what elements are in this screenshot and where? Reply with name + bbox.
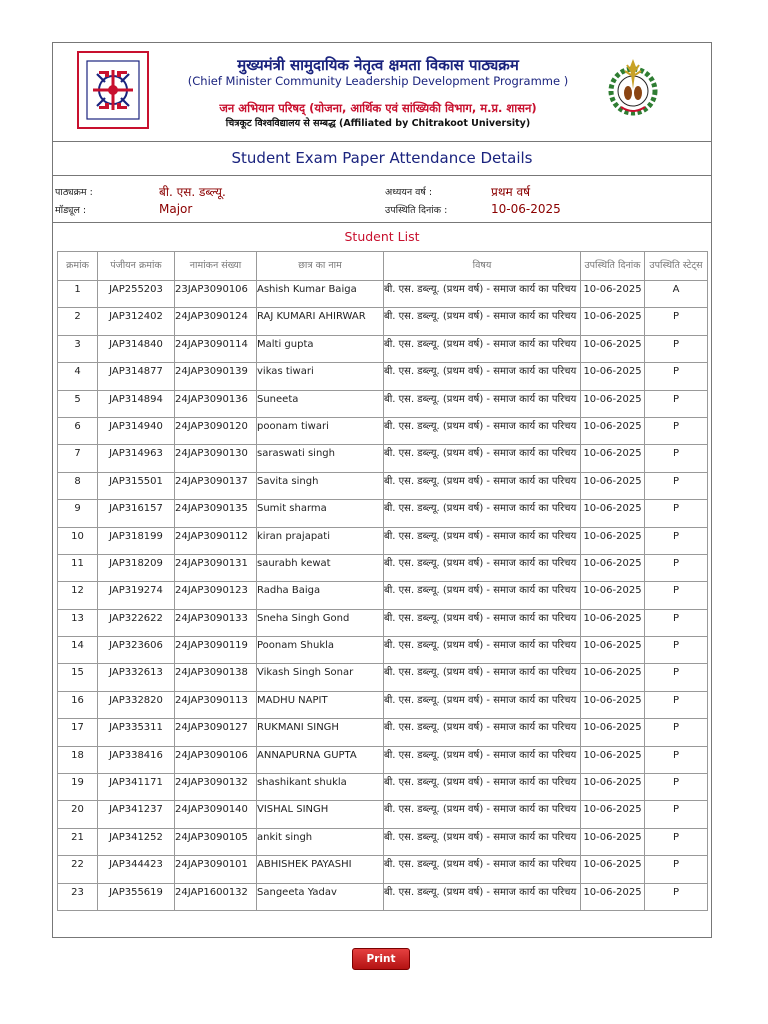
table-row — [58, 609, 708, 636]
status-cell: P — [645, 472, 708, 499]
student-name-cell: ankit singh — [257, 828, 384, 855]
registration-cell: JAP355619 — [98, 883, 175, 910]
table-row — [58, 472, 708, 499]
table-row — [58, 801, 708, 828]
enrollment-cell: 24JAP3090131 — [175, 554, 257, 581]
enrollment-cell: 24JAP3090106 — [175, 746, 257, 773]
course-info — [53, 175, 711, 223]
enrollment-cell: 24JAP3090130 — [175, 445, 257, 472]
student-list-heading: Student List — [344, 229, 420, 244]
attendance-date-label: उपस्थिति दिनांक : — [385, 205, 448, 216]
header-enrollment: नामांकन संख्या — [175, 252, 257, 281]
status-cell: P — [645, 554, 708, 581]
registration-cell: JAP341237 — [98, 801, 175, 828]
enrollment-cell: 24JAP3090112 — [175, 527, 257, 554]
status-cell: P — [645, 856, 708, 883]
registration-cell: JAP332820 — [98, 691, 175, 718]
serial-cell: 7 — [58, 445, 98, 472]
subject-cell: बी. एस. डब्ल्यू. (प्रथम वर्ष) - समाज कार्य का परिचय — [384, 582, 581, 609]
registration-cell: JAP318209 — [98, 554, 175, 581]
attendance-date-cell: 10-06-2025 — [581, 664, 645, 691]
table-row — [58, 719, 708, 746]
table-row — [58, 691, 708, 718]
table-row — [58, 774, 708, 801]
status-cell: P — [645, 445, 708, 472]
student-name-cell: saurabh kewat — [257, 554, 384, 581]
enrollment-cell: 24JAP3090127 — [175, 719, 257, 746]
enrollment-cell: 24JAP3090133 — [175, 609, 257, 636]
registration-cell: JAP319274 — [98, 582, 175, 609]
status-cell: P — [645, 637, 708, 664]
header-subject: विषय — [384, 252, 581, 281]
table-row — [58, 308, 708, 335]
status-cell: P — [645, 883, 708, 910]
enrollment-cell: 24JAP3090135 — [175, 500, 257, 527]
serial-cell: 18 — [58, 746, 98, 773]
page-title: Student Exam Paper Attendance Details — [231, 149, 533, 167]
year-label: अध्ययन वर्ष : — [385, 187, 433, 198]
registration-cell: JAP318199 — [98, 527, 175, 554]
subject-cell: बी. एस. डब्ल्यू. (प्रथम वर्ष) - समाज कार्य का परिचय — [384, 746, 581, 773]
table-row — [58, 527, 708, 554]
registration-cell: JAP315501 — [98, 472, 175, 499]
table-row — [58, 828, 708, 855]
programme-title-english: (Chief Minister Community Leadership Development Programme ) — [187, 74, 569, 88]
registration-cell: JAP322622 — [98, 609, 175, 636]
subject-cell: बी. एस. डब्ल्यू. (प्रथम वर्ष) - समाज कार्य का परिचय — [384, 883, 581, 910]
table-row — [58, 335, 708, 362]
serial-cell: 6 — [58, 417, 98, 444]
serial-cell: 1 — [58, 281, 98, 308]
enrollment-cell: 24JAP3090132 — [175, 774, 257, 801]
subject-cell: बी. एस. डब्ल्यू. (प्रथम वर्ष) - समाज कार्य का परिचय — [384, 856, 581, 883]
attendance-date-value: 10-06-2025 — [491, 202, 561, 216]
subject-cell: बी. एस. डब्ल्यू. (प्रथम वर्ष) - समाज कार्य का परिचय — [384, 390, 581, 417]
student-name-cell: Malti gupta — [257, 335, 384, 362]
attendance-date-cell: 10-06-2025 — [581, 472, 645, 499]
print-button[interactable]: Print — [352, 948, 410, 970]
subject-cell: बी. एस. डब्ल्यू. (प्रथम वर्ष) - समाज कार्य का परिचय — [384, 445, 581, 472]
year-value: प्रथम वर्ष — [491, 185, 531, 199]
table-row — [58, 856, 708, 883]
serial-cell: 8 — [58, 472, 98, 499]
serial-cell: 4 — [58, 363, 98, 390]
enrollment-cell: 24JAP3090139 — [175, 363, 257, 390]
student-name-cell: saraswati singh — [257, 445, 384, 472]
parishad-line: जन अभियान परिषद् (योजना, आर्थिक एवं सांख्यिकी विभाग, म.प्र. शासन) — [219, 101, 537, 115]
serial-cell: 23 — [58, 883, 98, 910]
registration-cell: JAP335311 — [98, 719, 175, 746]
status-cell: P — [645, 746, 708, 773]
attendance-date-cell: 10-06-2025 — [581, 828, 645, 855]
subject-cell: बी. एस. डब्ल्यू. (प्रथम वर्ष) - समाज कार्य का परिचय — [384, 691, 581, 718]
table-row — [58, 363, 708, 390]
status-cell: P — [645, 609, 708, 636]
student-name-cell: vikas tiwari — [257, 363, 384, 390]
attendance-date-cell: 10-06-2025 — [581, 719, 645, 746]
serial-cell: 2 — [58, 308, 98, 335]
serial-cell: 14 — [58, 637, 98, 664]
status-cell: P — [645, 335, 708, 362]
registration-cell: JAP323606 — [98, 637, 175, 664]
attendance-date-cell: 10-06-2025 — [581, 746, 645, 773]
serial-cell: 10 — [58, 527, 98, 554]
subject-cell: बी. एस. डब्ल्यू. (प्रथम वर्ष) - समाज कार्य का परिचय — [384, 281, 581, 308]
subject-cell: बी. एस. डब्ल्यू. (प्रथम वर्ष) - समाज कार्य का परिचय — [384, 801, 581, 828]
attendance-date-cell: 10-06-2025 — [581, 445, 645, 472]
registration-cell: JAP332613 — [98, 664, 175, 691]
attendance-date-cell: 10-06-2025 — [581, 582, 645, 609]
subject-cell: बी. एस. डब्ल्यू. (प्रथम वर्ष) - समाज कार्य का परिचय — [384, 527, 581, 554]
status-cell: P — [645, 828, 708, 855]
subject-cell: बी. एस. डब्ल्यू. (प्रथम वर्ष) - समाज कार्य का परिचय — [384, 335, 581, 362]
attendance-date-cell: 10-06-2025 — [581, 637, 645, 664]
table-header-row — [58, 252, 708, 281]
enrollment-cell: 24JAP3090120 — [175, 417, 257, 444]
attendance-date-cell: 10-06-2025 — [581, 856, 645, 883]
subject-cell: बी. एस. डब्ल्यू. (प्रथम वर्ष) - समाज कार्य का परिचय — [384, 500, 581, 527]
registration-cell: JAP338416 — [98, 746, 175, 773]
enrollment-cell: 24JAP3090114 — [175, 335, 257, 362]
enrollment-cell: 24JAP3090101 — [175, 856, 257, 883]
student-name-cell: VISHAL SINGH — [257, 801, 384, 828]
header-serial: क्रमांक — [58, 252, 98, 281]
course-label: पाठ्यक्रम : — [55, 187, 93, 198]
attendance-date-cell: 10-06-2025 — [581, 363, 645, 390]
course-value: बी. एस. डब्ल्यू. — [159, 185, 226, 199]
status-cell: P — [645, 390, 708, 417]
table-row — [58, 281, 708, 308]
serial-cell: 9 — [58, 500, 98, 527]
programme-title-hindi: मुख्यमंत्री सामुदायिक नेतृत्व क्षमता विकास पाठ्यक्रम — [237, 56, 519, 74]
status-cell: P — [645, 691, 708, 718]
attendance-date-cell: 10-06-2025 — [581, 390, 645, 417]
enrollment-cell: 24JAP1600132 — [175, 883, 257, 910]
attendance-date-cell: 10-06-2025 — [581, 281, 645, 308]
status-cell: P — [645, 417, 708, 444]
attendance-date-cell: 10-06-2025 — [581, 335, 645, 362]
serial-cell: 12 — [58, 582, 98, 609]
serial-cell: 17 — [58, 719, 98, 746]
header-attendance-date: उपस्थिति दिनांक — [581, 252, 645, 281]
enrollment-cell: 24JAP3090113 — [175, 691, 257, 718]
serial-cell: 22 — [58, 856, 98, 883]
student-name-cell: RAJ KUMARI AHIRWAR — [257, 308, 384, 335]
subject-cell: बी. एस. डब्ल्यू. (प्रथम वर्ष) - समाज कार्य का परिचय — [384, 417, 581, 444]
attendance-date-cell: 10-06-2025 — [581, 774, 645, 801]
header-attendance-status: उपस्थिति स्टेट्स — [645, 252, 708, 281]
status-cell: P — [645, 664, 708, 691]
registration-cell: JAP312402 — [98, 308, 175, 335]
attendance-date-cell: 10-06-2025 — [581, 527, 645, 554]
student-name-cell: Sumit sharma — [257, 500, 384, 527]
enrollment-cell: 24JAP3090105 — [175, 828, 257, 855]
subject-cell: बी. एस. डब्ल्यू. (प्रथम वर्ष) - समाज कार्य का परिचय — [384, 719, 581, 746]
enrollment-cell: 24JAP3090140 — [175, 801, 257, 828]
enrollment-cell: 24JAP3090136 — [175, 390, 257, 417]
table-row — [58, 664, 708, 691]
attendance-date-cell: 10-06-2025 — [581, 609, 645, 636]
university-emblem-icon — [603, 55, 663, 121]
status-cell: P — [645, 500, 708, 527]
status-cell: P — [645, 582, 708, 609]
serial-cell: 21 — [58, 828, 98, 855]
registration-cell: JAP341252 — [98, 828, 175, 855]
attendance-date-cell: 10-06-2025 — [581, 417, 645, 444]
student-name-cell: ANNAPURNA GUPTA — [257, 746, 384, 773]
table-row — [58, 582, 708, 609]
registration-cell: JAP314840 — [98, 335, 175, 362]
affiliation-line: चित्रकूट विश्वविद्यालय से सम्बद्ध (Affiliated by Chitrakoot University) — [225, 118, 531, 129]
attendance-sheet — [52, 42, 712, 938]
attendance-date-cell: 10-06-2025 — [581, 308, 645, 335]
attendance-date-cell: 10-06-2025 — [581, 554, 645, 581]
serial-cell: 20 — [58, 801, 98, 828]
attendance-date-cell: 10-06-2025 — [581, 801, 645, 828]
subject-cell: बी. एस. डब्ल्यू. (प्रथम वर्ष) - समाज कार्य का परिचय — [384, 609, 581, 636]
registration-cell: JAP314963 — [98, 445, 175, 472]
subject-cell: बी. एस. डब्ल्यू. (प्रथम वर्ष) - समाज कार्य का परिचय — [384, 363, 581, 390]
student-name-cell: shashikant shukla — [257, 774, 384, 801]
header-registration: पंजीयन क्रमांक — [98, 252, 175, 281]
subject-cell: बी. एस. डब्ल्यू. (प्रथम वर्ष) - समाज कार्य का परिचय — [384, 554, 581, 581]
status-cell: A — [645, 281, 708, 308]
attendance-date-cell: 10-06-2025 — [581, 883, 645, 910]
registration-cell: JAP314877 — [98, 363, 175, 390]
header — [53, 43, 711, 142]
table-row — [58, 554, 708, 581]
chitrakoot-university-logo — [603, 55, 663, 121]
jan-abhiyan-emblem-icon — [79, 53, 147, 127]
serial-cell: 15 — [58, 664, 98, 691]
student-name-cell: poonam tiwari — [257, 417, 384, 444]
table-row — [58, 445, 708, 472]
subject-cell: बी. एस. डब्ल्यू. (प्रथम वर्ष) - समाज कार्य का परिचय — [384, 472, 581, 499]
registration-cell: JAP255203 — [98, 281, 175, 308]
attendance-date-cell: 10-06-2025 — [581, 500, 645, 527]
serial-cell: 13 — [58, 609, 98, 636]
module-label: मॉड्यूल : — [55, 205, 87, 216]
table-row — [58, 500, 708, 527]
registration-cell: JAP344423 — [98, 856, 175, 883]
table-row — [58, 417, 708, 444]
student-name-cell: Radha Baiga — [257, 582, 384, 609]
student-name-cell: ABHISHEK PAYASHI — [257, 856, 384, 883]
header-student-name: छात्र का नाम — [257, 252, 384, 281]
student-name-cell: MADHU NAPIT — [257, 691, 384, 718]
status-cell: P — [645, 719, 708, 746]
enrollment-cell: 24JAP3090124 — [175, 308, 257, 335]
enrollment-cell: 24JAP3090138 — [175, 664, 257, 691]
subject-cell: बी. एस. डब्ल्यू. (प्रथम वर्ष) - समाज कार्य का परिचय — [384, 664, 581, 691]
serial-cell: 5 — [58, 390, 98, 417]
student-table — [57, 251, 708, 911]
student-name-cell: Sneha Singh Gond — [257, 609, 384, 636]
registration-cell: JAP341171 — [98, 774, 175, 801]
status-cell: P — [645, 363, 708, 390]
serial-cell: 16 — [58, 691, 98, 718]
status-cell: P — [645, 801, 708, 828]
enrollment-cell: 24JAP3090137 — [175, 472, 257, 499]
student-name-cell: Vikash Singh Sonar — [257, 664, 384, 691]
student-name-cell: RUKMANI SINGH — [257, 719, 384, 746]
module-value: Major — [159, 202, 193, 216]
status-cell: P — [645, 774, 708, 801]
student-name-cell: Poonam Shukla — [257, 637, 384, 664]
student-name-cell: kiran prajapati — [257, 527, 384, 554]
status-cell: P — [645, 308, 708, 335]
enrollment-cell: 23JAP3090106 — [175, 281, 257, 308]
status-cell: P — [645, 527, 708, 554]
registration-cell: JAP314940 — [98, 417, 175, 444]
serial-cell: 3 — [58, 335, 98, 362]
attendance-date-cell: 10-06-2025 — [581, 691, 645, 718]
table-row — [58, 746, 708, 773]
subject-cell: बी. एस. डब्ल्यू. (प्रथम वर्ष) - समाज कार्य का परिचय — [384, 828, 581, 855]
serial-cell: 19 — [58, 774, 98, 801]
jan-abhiyan-logo — [77, 51, 149, 129]
student-name-cell: Suneeta — [257, 390, 384, 417]
registration-cell: JAP314894 — [98, 390, 175, 417]
serial-cell: 11 — [58, 554, 98, 581]
table-row — [58, 883, 708, 910]
student-name-cell: Sangeeta Yadav — [257, 883, 384, 910]
subject-cell: बी. एस. डब्ल्यू. (प्रथम वर्ष) - समाज कार्य का परिचय — [384, 774, 581, 801]
table-row — [58, 637, 708, 664]
registration-cell: JAP316157 — [98, 500, 175, 527]
student-name-cell: Ashish Kumar Baiga — [257, 281, 384, 308]
student-name-cell: Savita singh — [257, 472, 384, 499]
table-row — [58, 390, 708, 417]
enrollment-cell: 24JAP3090123 — [175, 582, 257, 609]
subject-cell: बी. एस. डब्ल्यू. (प्रथम वर्ष) - समाज कार्य का परिचय — [384, 308, 581, 335]
subject-cell: बी. एस. डब्ल्यू. (प्रथम वर्ष) - समाज कार्य का परिचय — [384, 637, 581, 664]
enrollment-cell: 24JAP3090119 — [175, 637, 257, 664]
